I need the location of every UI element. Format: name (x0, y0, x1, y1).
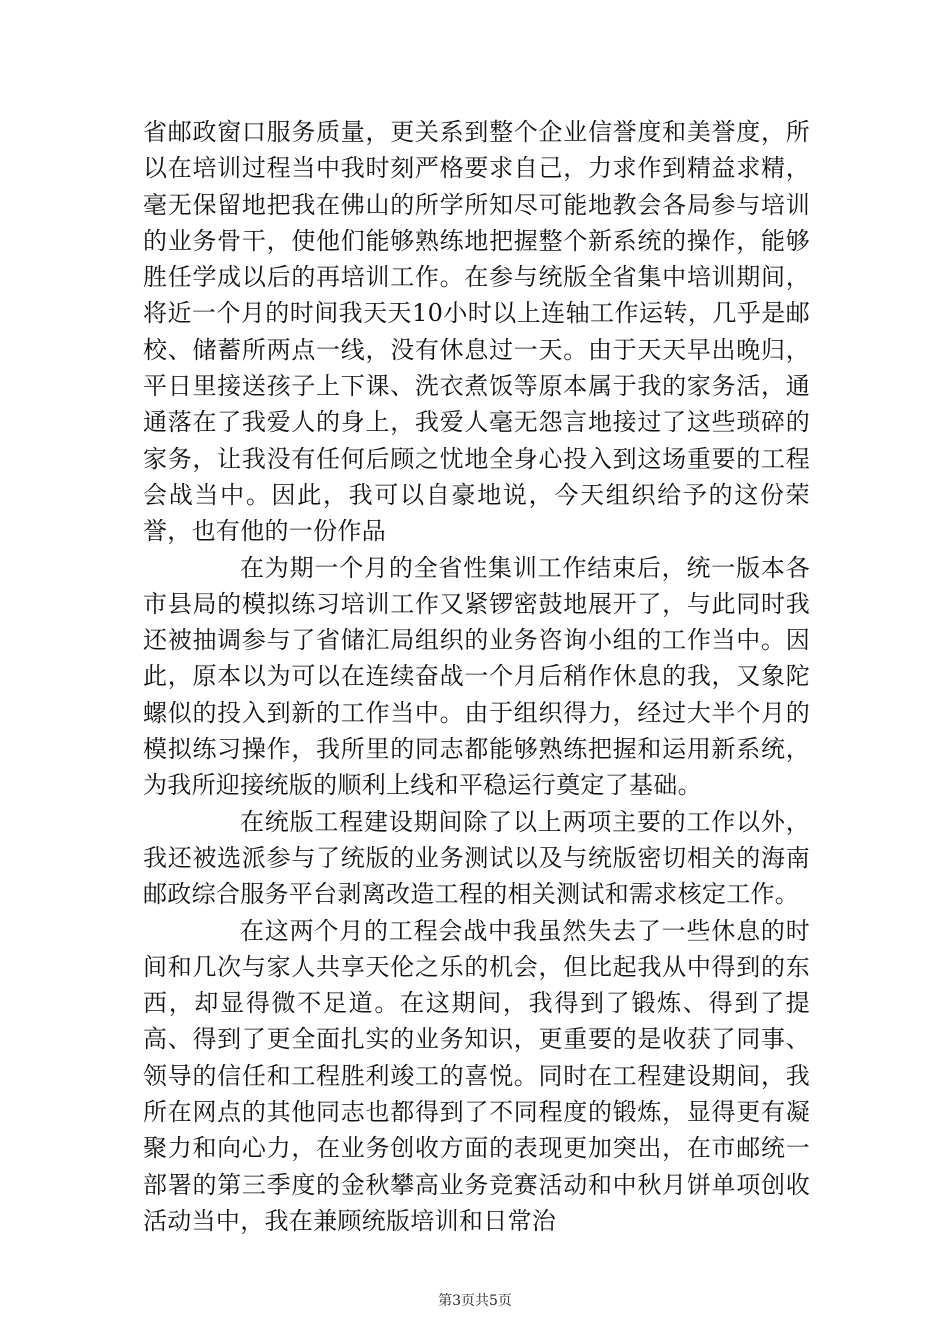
paragraph-4: 在这两个月的工程会战中我虽然失去了一些休息的时间和几次与家人共享天伦之乐的机会，但比起我从中得到的东西，却显得微不足道。在这期间，我得到了锻炼、得到了提高、得到了更全面扎实的业务知识，更重要的是收获了同事、领导的信任和工程胜利竣工的喜悦。同时在工程建设期间，我所在网点的其他同志也都得到了不同程度的锻炼，显得更有凝聚力和向心力，在业务创收方面的表现更加突出，在市邮统一部署的第三季度的金秋攀高业务竞赛活动和中秋月饼单项创收活动当中，我在兼顾统版培训和日常治 (143, 916, 810, 1235)
paragraph-2: 在为期一个月的全省性集训工作结束后，统一版本各市县局的模拟练习培训工作又紧锣密鼓地展开了，与此同时我还被抽调参与了省储汇局组织的业务咨询小组的工作当中。因此，原本以为可以在连续奋战一个月后稍作休息的我，又象陀螺似的投入到新的工作当中。由于组织得力，经过大半个月的模拟练习操作，我所里的同志都能够熟练把握和运用新系统，为我所迎接统版的顺利上线和平稳运行奠定了基础。 (143, 553, 810, 800)
paragraph-3: 在统版工程建设期间除了以上两项主要的工作以外，我还被选派参与了统版的业务测试以及与统版密切相关的海南邮政综合服务平台剥离改造工程的相关测试和需求核定工作。 (143, 807, 810, 909)
body-text (143, 114, 810, 1239)
page-footer: 第3页共5页 (438, 1293, 512, 1309)
paragraph-1: 省邮政窗口服务质量，更关系到整个企业信誉度和美誉度，所以在培训过程当中我时刻严格要求自己，力求作到精益求精，毫无保留地把我在佛山的所学所知尽可能地教会各局参与培训的业务骨干，使他们能够熟练地把握整个新系统的操作，能够胜任学成以后的再培训工作。在参与统版全省集中培训期间，将近一个月的时间我天天10小时以上连轴工作运转，几乎是邮校、储蓄所两点一线，没有休息过一天。由于天天早出晚归，平日里接送孩子上下课、洗衣煮饭等原本属于我的家务活，通通落在了我爱人的身上，我爱人毫无怨言地接过了这些琐碎的家务，让我没有任何后顾之忧地全身心投入到这场重要的工程会战当中。因此，我可以自豪地说，今天组织给予的这份荣誉，也有他的一份作品 (143, 118, 810, 546)
